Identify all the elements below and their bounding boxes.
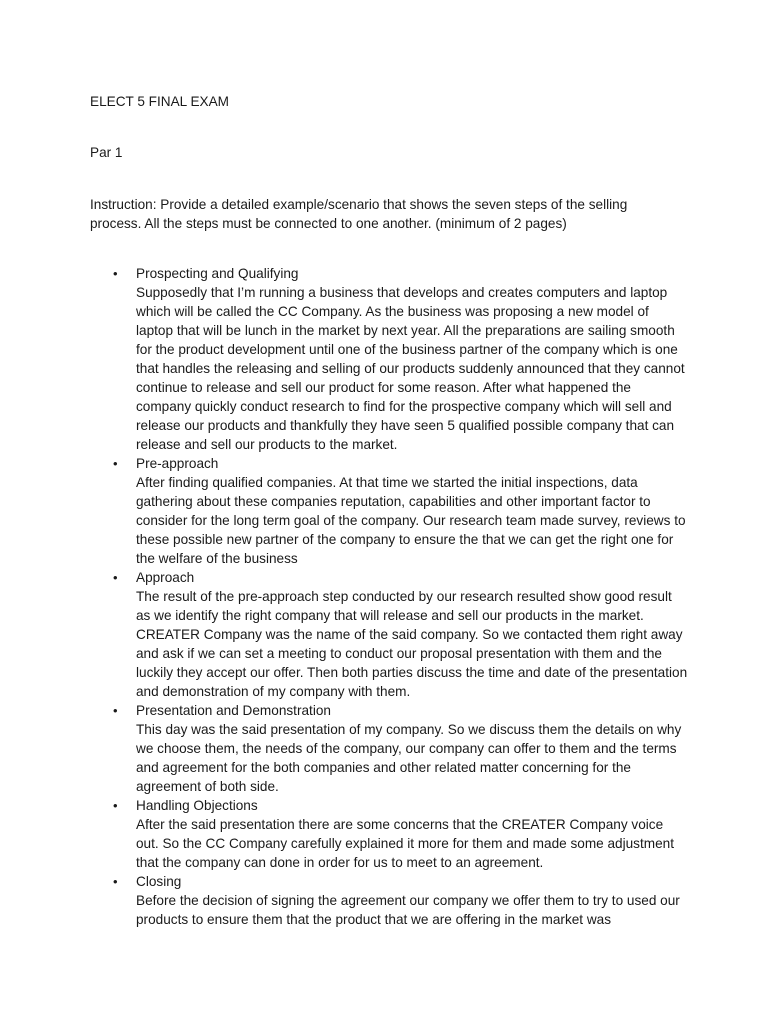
step-body: The result of the pre-approach step conducted by our research resulted show good result as we identify the right company that will release and sell our products in the market. CREATER Company was the name of the said company. So we contacted them right away and ask if we can set a meeting to conduct our proposal presentation with them and the luckily they accept our offer. Then both parties discuss the time and date of the presentation and demonstration of my company with them. <box>136 589 688 699</box>
step-body: Before the decision of signing the agreement our company we offer them to try to used our products to ensure them that the product that we are offering in the market was <box>136 893 680 927</box>
instruction-paragraph: Instruction: Provide a detailed example/scenario that shows the seven steps of the selling process. All the steps must be connected to one another. (minimum of 2 pages) <box>90 197 628 231</box>
list-item <box>0 264 688 454</box>
step-title: Presentation and Demonstration <box>136 703 331 718</box>
bullet-icon: • <box>113 570 118 585</box>
bullet-icon: • <box>113 266 118 281</box>
list-item <box>0 454 688 568</box>
bullet-icon: • <box>113 798 118 813</box>
step-title: Pre-approach <box>136 456 219 471</box>
step-title: Closing <box>136 874 182 889</box>
bullet-icon: • <box>113 456 118 471</box>
list-item <box>0 701 688 796</box>
list-item <box>0 872 688 929</box>
document-title: ELECT 5 FINAL EXAM <box>90 94 230 109</box>
step-title: Prospecting and Qualifying <box>136 266 299 281</box>
list-item <box>0 796 688 872</box>
step-title: Approach <box>136 570 195 585</box>
selling-steps-list <box>0 264 768 929</box>
part-heading: Par 1 <box>90 145 123 160</box>
step-body: After finding qualified companies. At that time we started the initial inspections, data gathering about these companies reputation, capabilities and other important factor to consider for the long term goal of the company. Our research team made survey, reviews to these possible new partner of the company to ensure the that we can get the right one for the welfare of the business <box>136 475 686 566</box>
step-body: After the said presentation there are some concerns that the CREATER Company voice out. So the CC Company carefully explained it more for them and made some adjustment that the company can done in order for us to meet to an agreement. <box>136 817 674 870</box>
step-title: Handling Objections <box>136 798 258 813</box>
step-body: Supposedly that I’m running a business that develops and creates computers and laptop which will be called the CC Company. As the business was proposing a new model of laptop that will be lunch in the market by next year. All the preparations are sailing smooth for the product development until one of the business partner of the company which is one that handles the releasing and selling of our products suddenly announced that they cannot continue to release and sell our product for some reason. After what happened the company quickly conduct research to find for the prospective company which will sell and release our products and thankfully they have seen 5 qualified possible company that can release and sell our products to the market. <box>136 285 685 452</box>
bullet-icon: • <box>113 874 118 889</box>
bullet-icon: • <box>113 703 118 718</box>
step-body: This day was the said presentation of my company. So we discuss them the details on why we choose them, the needs of the company, our company can offer to them and the terms and agreement for the both companies and other related matter concerning for the agreement of both side. <box>136 722 682 794</box>
list-item <box>0 568 688 701</box>
